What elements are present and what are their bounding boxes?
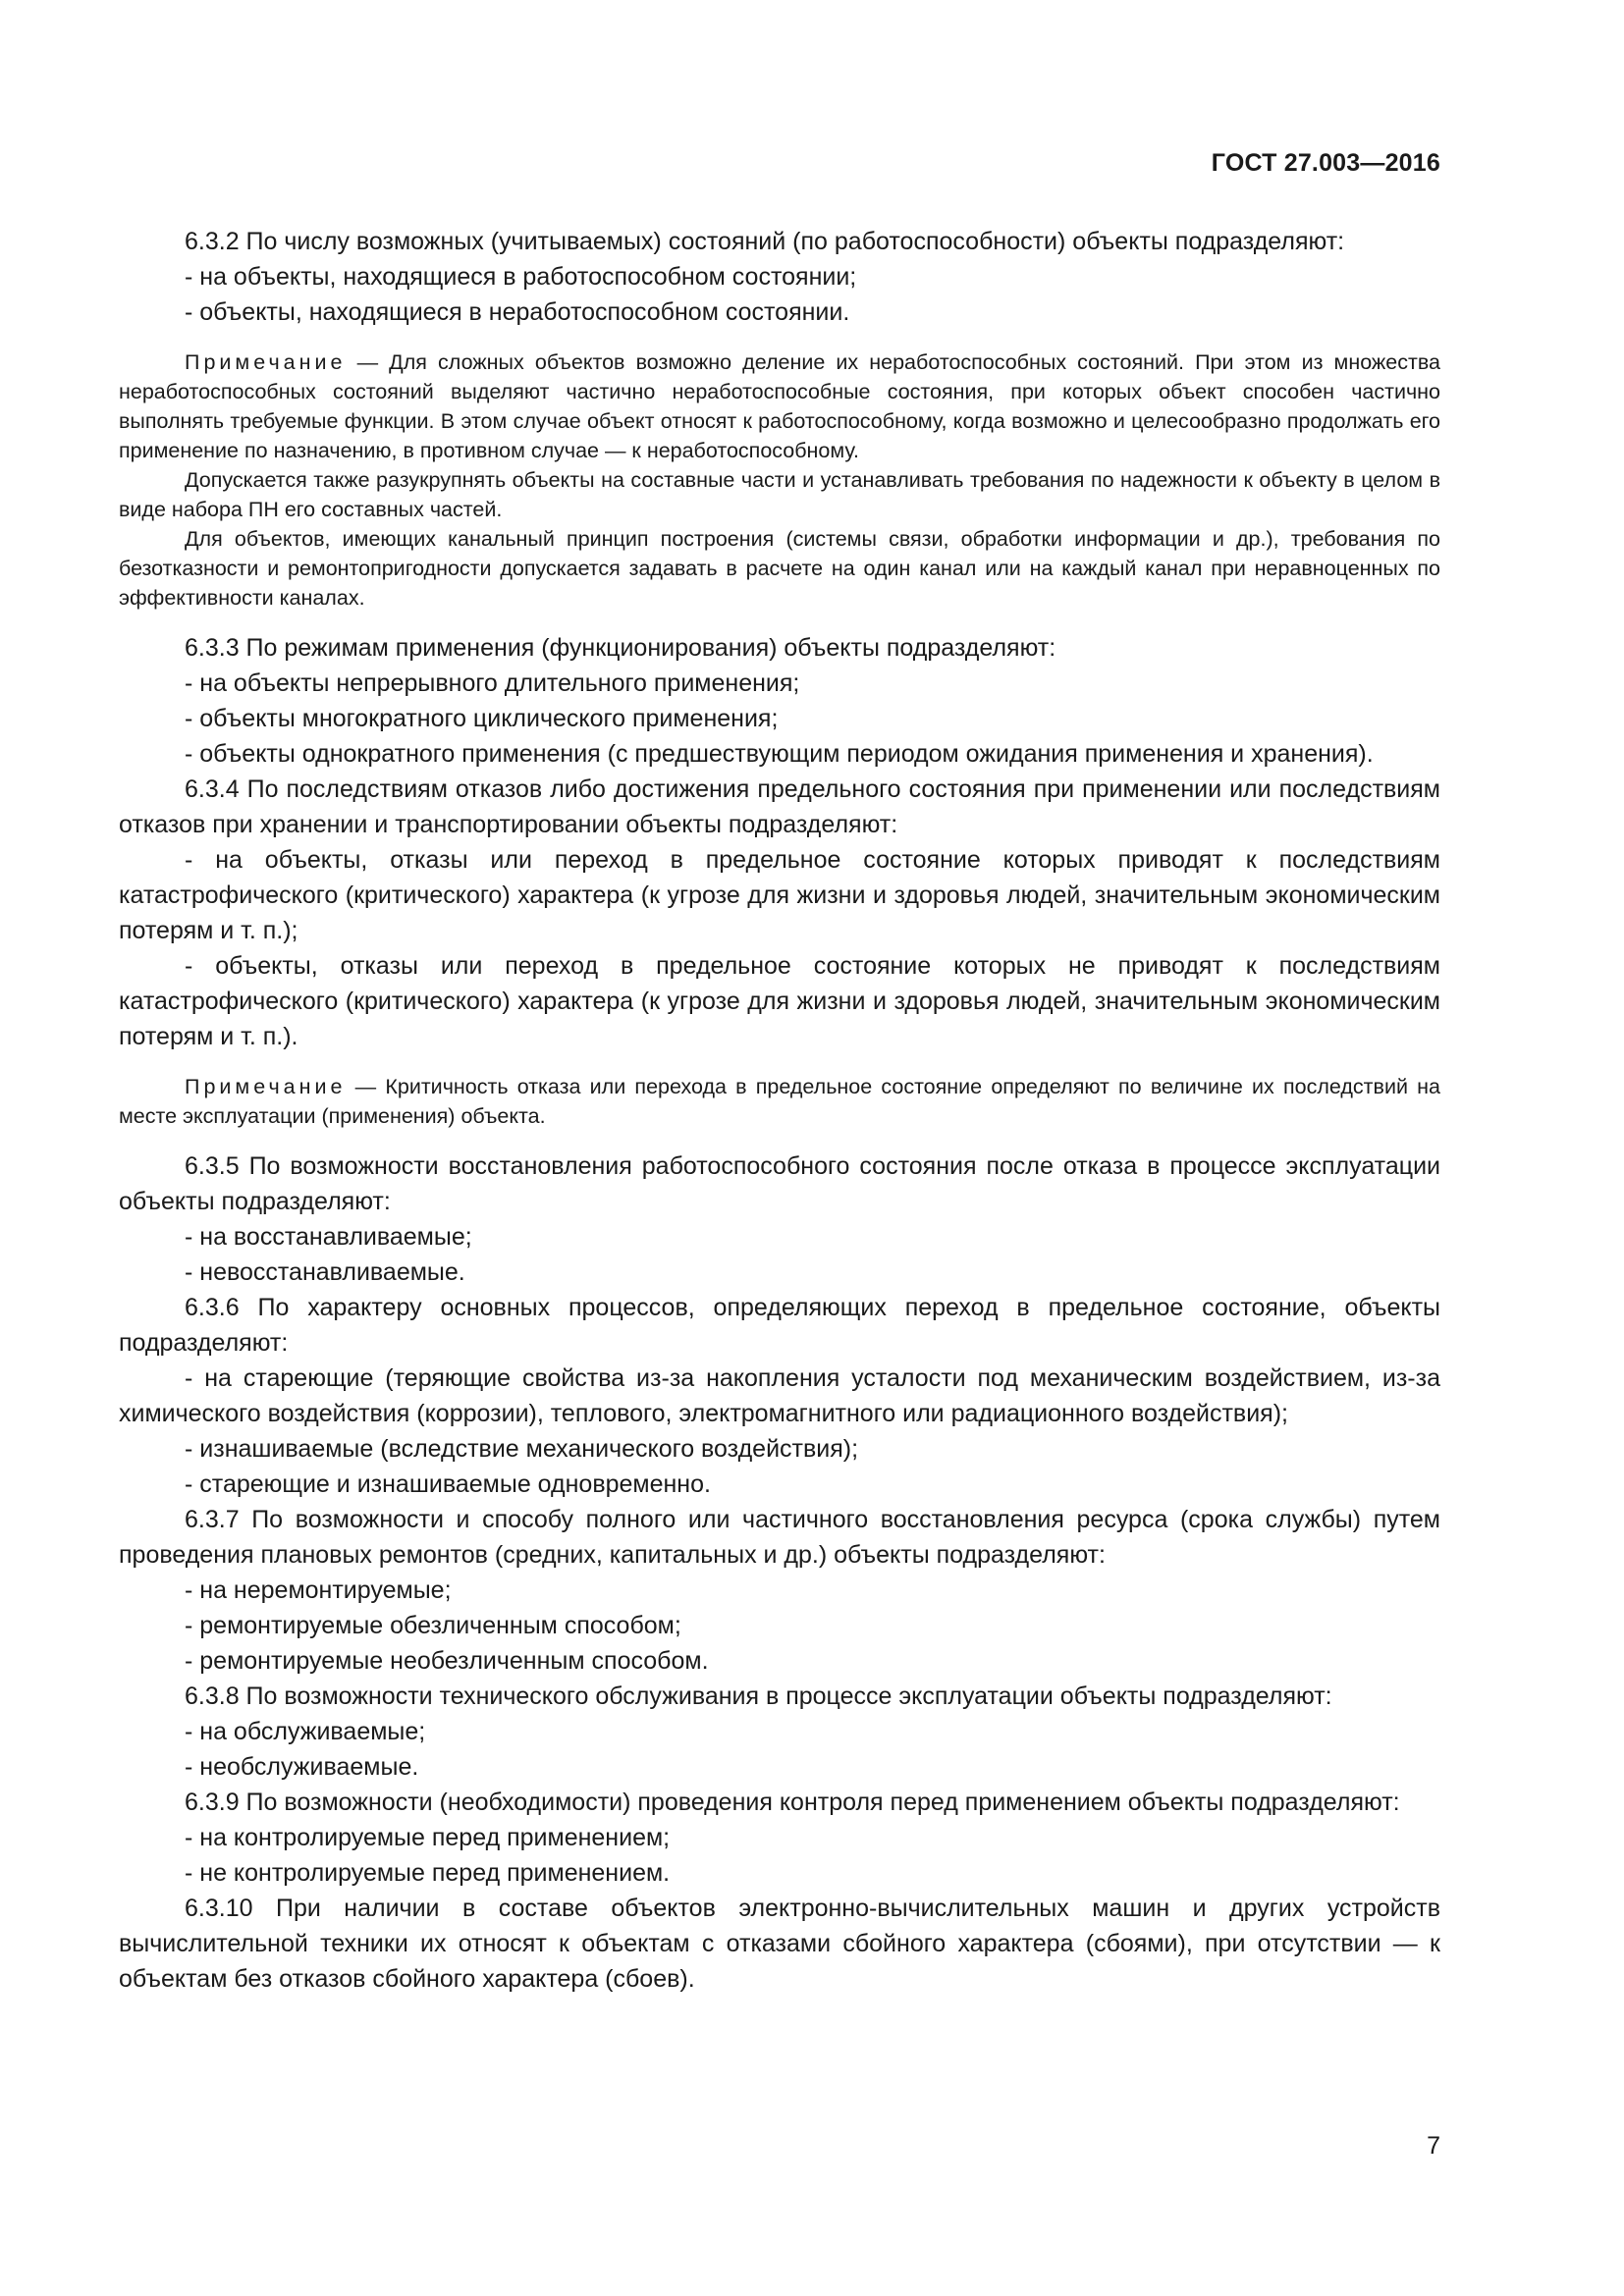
clause-6-3-7: 6.3.7 По возможности и способу полного или частичного восстановления ресурса (срока службы) путем проведения плановых ремонтов (средних, капитальных и др.) объекты подразделяют: <box>119 1506 1440 1569</box>
note-6-3-2 <box>119 347 1440 465</box>
note-text: — Для сложных объектов возможно деление их неработоспособных состояний. При этом из множества неработоспособных состояний выделяют частично неработоспособные состояния, при которых объект способен частично выполнять требуемые функции. В этом случае объект относят к работоспособному, когда возможно и целесообразно продолжать его применение по назначению, в противном случае — к неработоспособному. <box>119 350 1440 462</box>
list-item: - на объекты, отказы или переход в предельное состояние которых приводят к последствиям катастрофического (критического) характера (к угрозе для жизни и здоровья людей, значительным экономическим потерям и т. п.); <box>119 846 1440 944</box>
list-item: - ремонтируемые обезличенным способом; <box>185 1612 681 1639</box>
document-header: ГОСТ 27.003—2016 <box>1211 149 1440 177</box>
list-item: - стареющие и изнашиваемые одновременно. <box>185 1470 711 1498</box>
note-label: Примечание <box>185 1075 347 1098</box>
note-label: Примечание <box>185 350 347 374</box>
clause-6-3-5: 6.3.5 По возможности восстановления работоспособного состояния после отказа в процессе эксплуатации объекты подразделяют: <box>119 1152 1440 1215</box>
clause-6-3-6: 6.3.6 По характеру основных процессов, определяющих переход в предельное состояние, объекты подразделяют: <box>119 1294 1440 1357</box>
list-item: - объекты многократного циклического применения; <box>185 705 779 732</box>
list-item: - объекты однократного применения (с предшествующим периодом ожидания применения и хранения). <box>185 740 1374 768</box>
list-item: - на объекты, находящиеся в работоспособном состоянии; <box>185 263 857 291</box>
list-item: - на объекты непрерывного длительного применения; <box>185 669 800 697</box>
list-item: - на стареющие (теряющие свойства из-за накопления усталости под механическим воздействием, из-за химического воздействия (коррозии), теплового, электромагнитного или радиационного воздействия); <box>119 1364 1440 1427</box>
clause-6-3-9: 6.3.9 По возможности (необходимости) проведения контроля перед применением объекты подразделяют: <box>185 1789 1400 1816</box>
note-paragraph: Допускается также разукрупнять объекты на составные части и устанавливать требования по надежности к объекту в целом в виде набора ПН его составных частей. <box>119 468 1440 521</box>
list-item: - не контролируемые перед применением. <box>185 1859 671 1887</box>
clause-6-3-8: 6.3.8 По возможности технического обслуживания в процессе эксплуатации объекты подразделяют: <box>185 1682 1332 1710</box>
document-body <box>119 224 1440 1997</box>
note-text: — Критичность отказа или перехода в предельное состояние определяют по величине их последствий на месте эксплуатации (применения) объекта. <box>119 1075 1440 1128</box>
list-item: - необслуживаемые. <box>185 1753 419 1781</box>
list-item: - изнашиваемые (вследствие механического воздействия); <box>185 1435 859 1463</box>
list-item: - невосстанавливаемые. <box>185 1258 465 1286</box>
note-6-3-4 <box>119 1072 1440 1131</box>
list-item: - на восстанавливаемые; <box>185 1223 472 1251</box>
list-item: - ремонтируемые необезличенным способом. <box>185 1647 709 1675</box>
list-item: - на контролируемые перед применением; <box>185 1824 671 1851</box>
list-item: - объекты, находящиеся в неработоспособном состоянии. <box>185 298 850 326</box>
note-paragraph: Для объектов, имеющих канальный принцип построения (системы связи, обработки информации и др.), требования по безотказности и ремонтопригодности допускается задавать в расчете на один канал или на каждый канал при неравноценных по эффективности каналах. <box>119 527 1440 610</box>
list-item: - на неремонтируемые; <box>185 1576 452 1604</box>
clause-6-3-2: 6.3.2 По числу возможных (учитываемых) состояний (по работоспособности) объекты подразделяют: <box>185 228 1345 255</box>
clause-6-3-10: 6.3.10 При наличии в составе объектов электронно-вычислительных машин и других устройств вычислительной техники их относят к объектам с отказами сбойного характера (сбоями), при отсутствии — к объектам без отказов сбойного характера (сбоев). <box>119 1895 1440 1993</box>
list-item: - на обслуживаемые; <box>185 1718 426 1745</box>
list-item: - объекты, отказы или переход в предельное состояние которых не приводят к последствиям катастрофического (критического) характера (к угрозе для жизни и здоровья людей, значительным экономическим потерям и т. п.). <box>119 952 1440 1050</box>
clause-6-3-3: 6.3.3 По режимам применения (функционирования) объекты подразделяют: <box>185 634 1056 662</box>
page-number: 7 <box>1427 2132 1440 2160</box>
clause-6-3-4: 6.3.4 По последствиям отказов либо достижения предельного состояния при применении или последствиям отказов при хранении и транспортировании объекты подразделяют: <box>119 775 1440 838</box>
